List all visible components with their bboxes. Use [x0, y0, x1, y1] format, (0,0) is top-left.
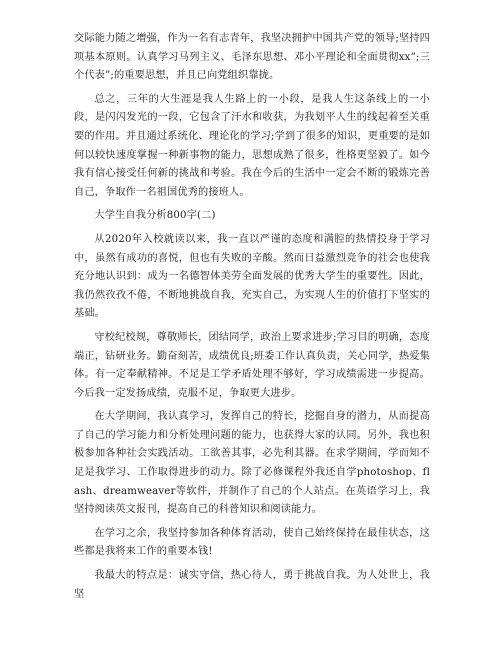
document-body [74, 30, 430, 609]
paragraph-enrollment: 从2020年入校就读以来，我一直以严谨的态度和满腔的热情投身于学习中，虽然有成功的喜悦，但也有失败的辛酸。然而日益激烈竞争的社会也使我充分地认识到：成为一名德智体美劳全面发展的优秀大学生的重要性。因此，我仍然孜孜不倦，不断地挑战自我，充实自己，为实现人生的价值打下坚实的基础。 [74, 233, 430, 320]
section-heading: 大学生自我分析800字(二) [94, 210, 216, 222]
paragraph-continued: 交际能力随之增强，作为一名有志青年，我坚决拥护中国共产党的领导;坚持四项基本原则。认真学习马列主义、毛泽东思想、邓小平理论和全面贯彻xx”;三个代表”;的重要思想，并且已向党组织靠拢。 [74, 33, 430, 82]
paragraph-summary: 总之，三年的大生涯是我人生路上的一小段，是我人生这条线上的一小段，是闪闪发光的一段，它包含了汗水和收获，为我划平人生的线起着至关重要的作用。并且通过系统化、理论化的学习;学到了很多的知识，更重要的是如何以较快速度掌握一种新事物的能力，思想成熟了很多，性格更坚毅了。如今我有信心接受任何新的挑战和考验。我在今后的生活中一定会不断的锻炼完善自己，争取作一名祖国优秀的接班人。 [74, 93, 430, 198]
paragraph-study: 在大学期间，我认真学习，发挥自己的特长，挖掘自身的潜力，从而提高了自己的学习能力和分析处理问题的能力，也获得大家的认同。另外，我也积极参加各种社会实践活动。工欲善其事，必先利其器。在求学期间，学而知不足是我学习、工作取得进步的动力。除了必修课程外我还自学photoshop、flash、dreamweaver等软件，并制作了自己的个人站点。在英语学习上，我坚持阅读英文报刊，提高自己的科普知识和阅读能力。 [74, 411, 430, 516]
paragraph-discipline: 守校纪校规，尊敬师长，团结同学，政治上要求进步;学习目的明确，态度端正，钻研业务。勤奋刻苦，成绩优良;班委工作认真负责，关心同学，热爱集体。有一定奉献精神。不足是工学矛盾处理不够好，学习成绩需进一步提高。今后我一定发扬成绩，克服不足，争取更大进步。 [74, 331, 430, 399]
paragraph-sports: 在学习之余，我坚持参加各种体育活动，使自己始终保持在最佳状态，这些都是我将来工作的重要本钱! [74, 527, 430, 558]
paragraph-traits: 我最大的特点是：诚实守信，热心待人，勇于挑战自我。为人处世上，我坚 [74, 570, 430, 600]
